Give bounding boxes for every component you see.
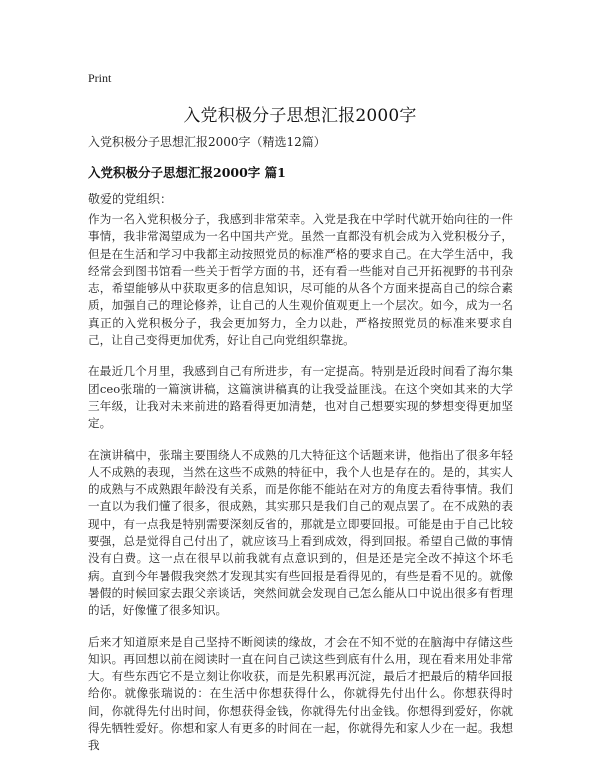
section-heading: 入党积极分子思想汇报2000字 篇1 [88, 165, 286, 180]
paragraph-3: 在演讲稿中，张瑞主要围绕人不成熟的几大特征这个话题来讲，他指出了很多年轻人不成熟的表现，当然在这些不成熟的特征中，我个人也是存在的。是的，其实人的成熟与不成熟跟年龄没有关系，而是你能不能站在对方的角度去看待事情。我们一直以为我们懂了很多，很成熟，其实那只是我们自己的观点罢了。在不成熟的表现中，有一点我是特别需要深刻反省的，那就是立即要回报。可能是由于自己比较要强，总是觉得自己付出了，就应该马上看到成效，得到回报。希望自己做的事情没有白费。这一点在很早以前我就有点意识到的，但是还是完全改不掉这个坏毛病。直到今年暑假我突然才发现其实有些回报是看得见的，有些是看不见的。就像暑假的时候回家去跟父亲谈话，突然间就会发现自己怎么能从口中说出很多有哲理的话，好像懂了很多知识。 [88, 447, 513, 618]
body-text [88, 211, 513, 769]
page-title: 入党积极分子思想汇报2000字 [183, 106, 417, 126]
salutation: 敬爱的党组织： [88, 192, 173, 206]
document-subtitle: 入党积极分子思想汇报2000字（精选12篇） [88, 135, 326, 149]
paragraph-1: 作为一名入党积极分子，我感到非常荣幸。入党是我在中学时代就开始向往的一件事情，我非常渴望成为一名中国共产党。虽然一直都没有机会成为入党积极分子，但是在生活和学习中我都主动按照党员的标准严格的要求自己。在大学生活中，我经常会到图书馆看一些关于哲学方面的书，还有看一些能对自己开拓视野的书刊杂志，希望能够从中获取更多的信息知识，尽可能的从各个方面来提高自己的综合素质，加强自己的理论修养，让自己的人生观价值观更上一个层次。如今，成为一名真正的入党积极分子，我会更加努力，全力以赴，严格按照党员的标准来要求自己，让自己变得更加优秀，好让自己向党组织靠拢。 [88, 212, 513, 348]
paragraph-2: 在最近几个月里，我感到自己有所进步，有一定提高。特别是近段时间看了海尔集团ceo张瑞的一篇演讲稿，这篇演讲稿真的让我受益匪浅。在这个突如其来的大学三年级，让我对未来前进的路看得更加清楚，也对自己想要实现的梦想变得更加坚定。 [88, 364, 513, 431]
paragraph-4: 后来才知道原来是自己坚持不断阅读的缘故，才会在不知不觉的在脑海中存储这些知识。再回想以前在阅读时一直在问自己读这些到底有什么用，现在看来用处非常大。有些东西它不是立刻让你收获，而是先积累再沉淀，最后才把最后的精华回报给你。就像张瑞说的：在生活中你想获得什么，你就得先付出什么。你想获得时间，你就得先付出时间，你想获得金钱，你就得先付出金钱。你想得到爱好，你就得先牺牲爱好。你想和家人有更多的时间在一起，你就得先和家人少在一起。我想我 [88, 634, 513, 753]
print-label: Print [88, 71, 112, 85]
